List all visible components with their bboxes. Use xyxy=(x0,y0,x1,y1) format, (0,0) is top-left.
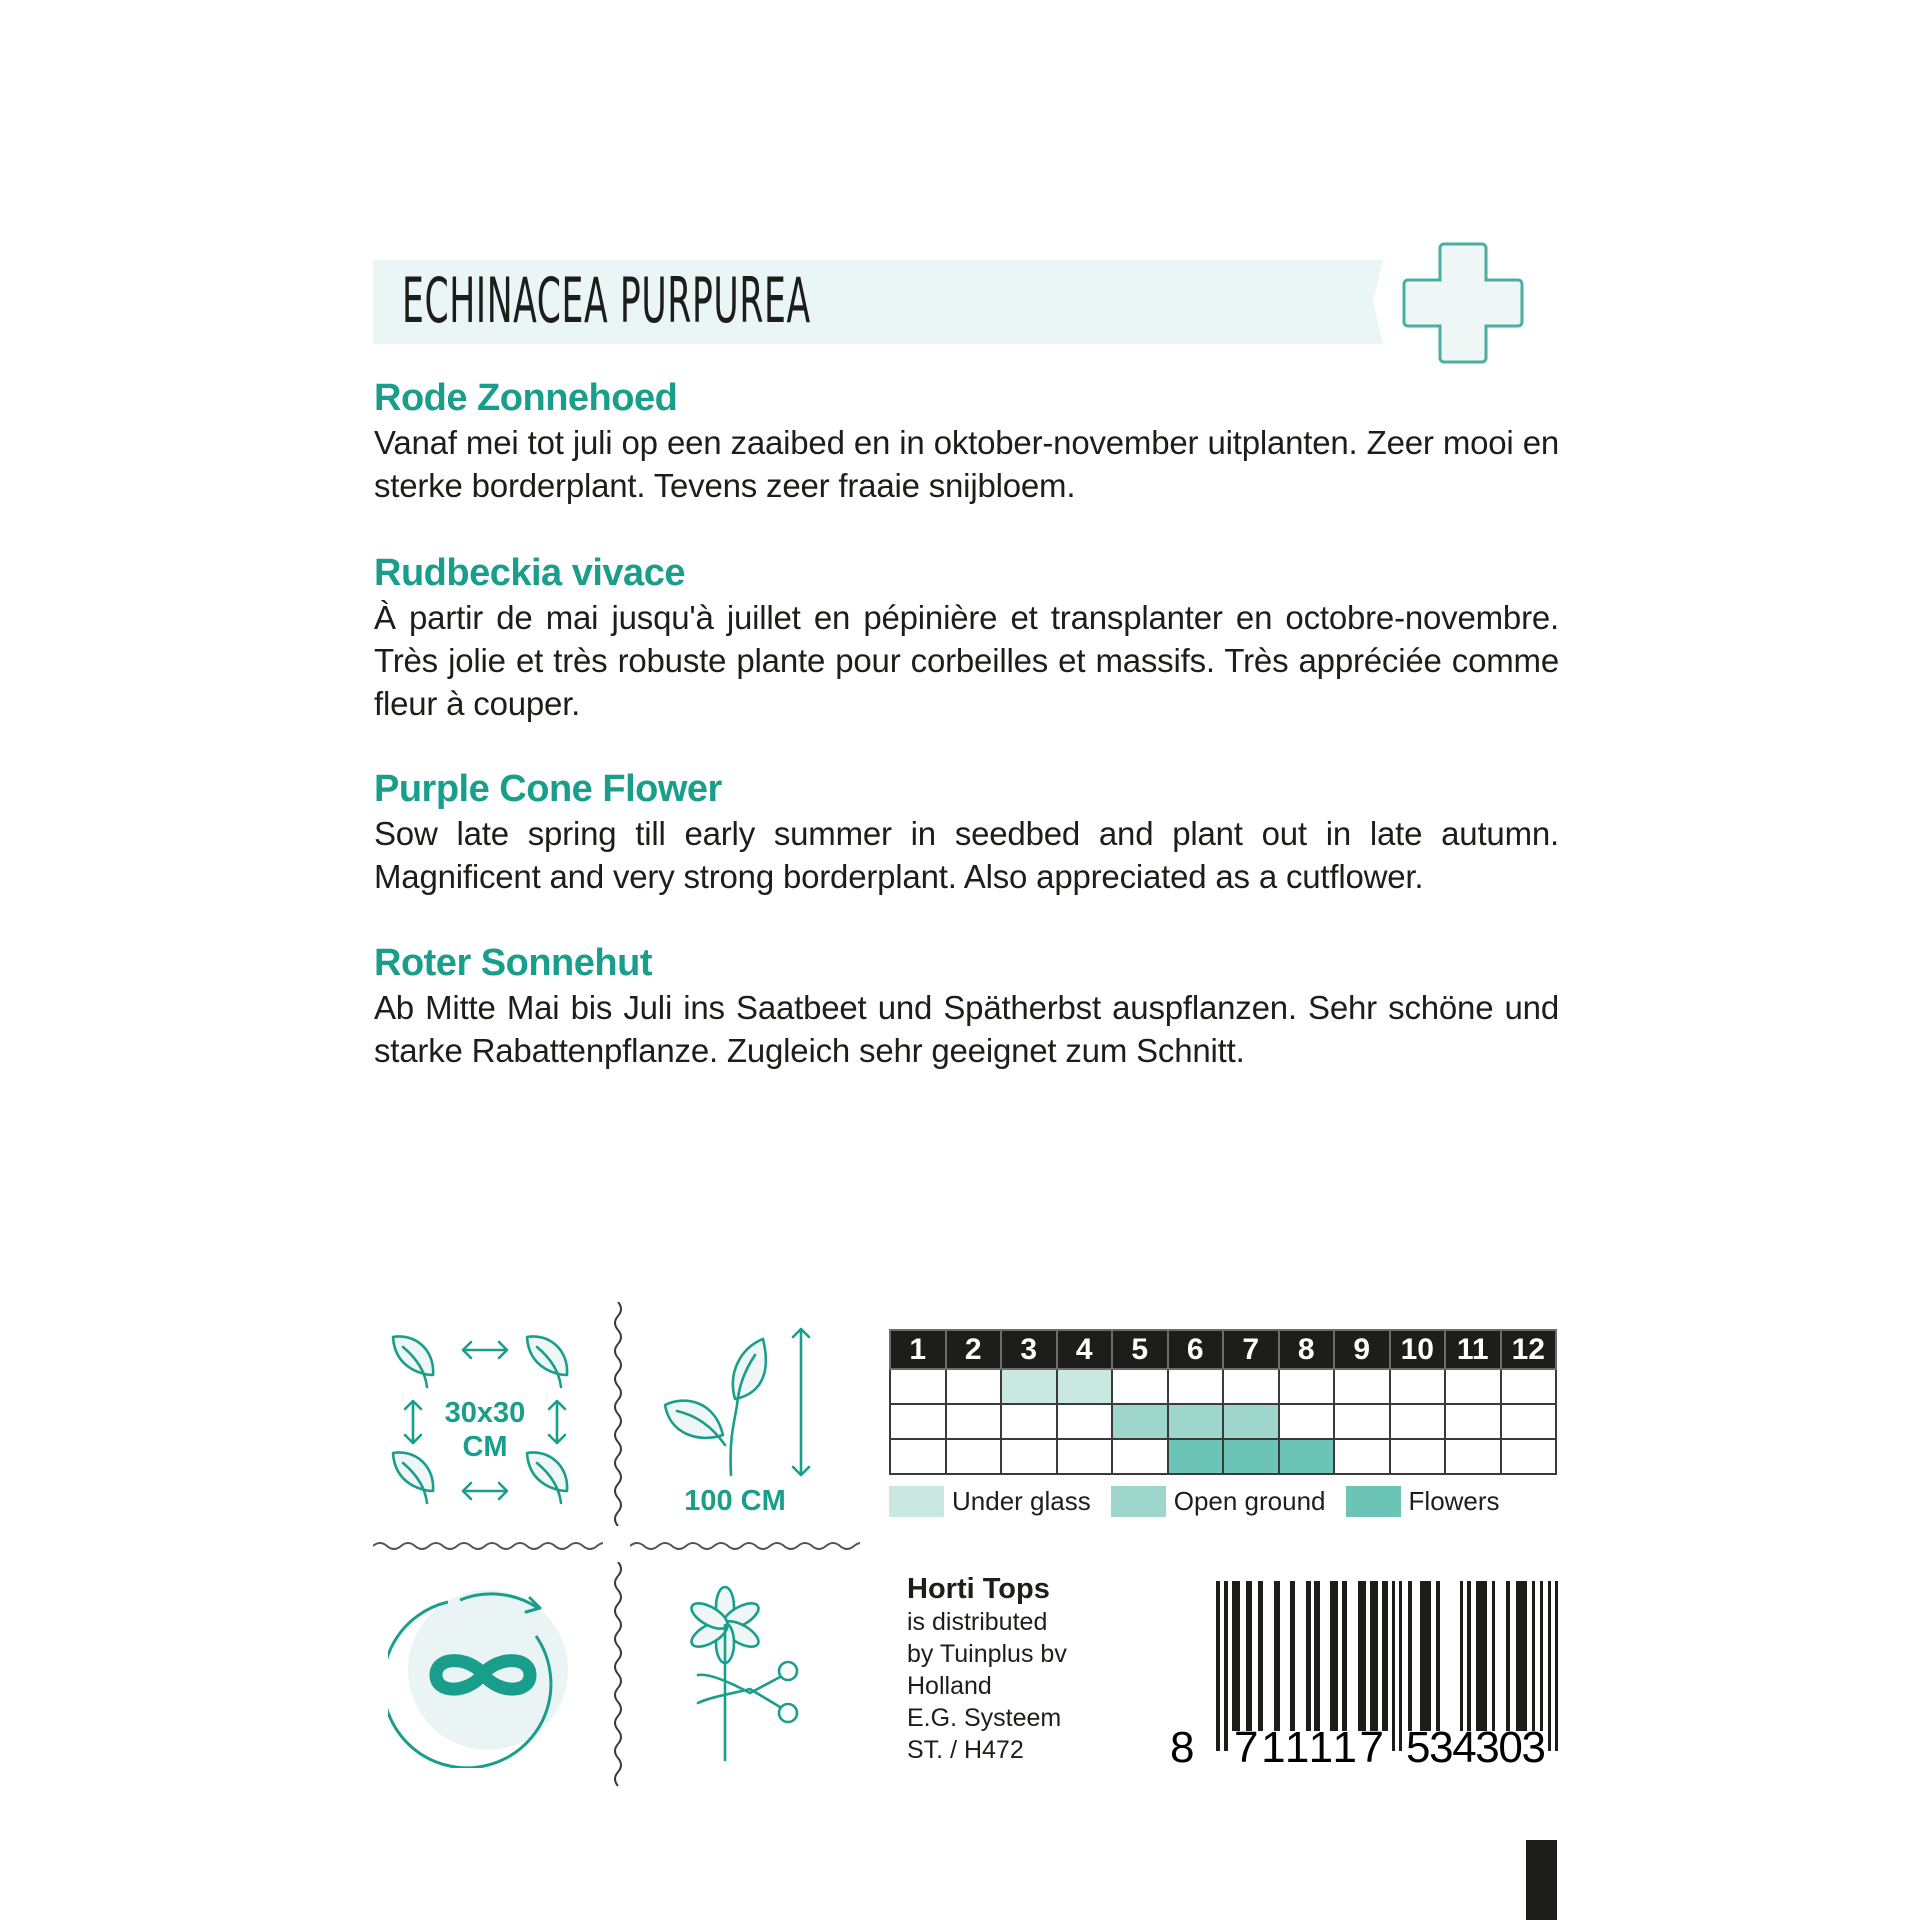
month-header: 11 xyxy=(1445,1330,1501,1369)
distributor-info: Horti Tops is distributed by Tuinplus bv Holland E.G. Systeem ST. / H472 xyxy=(907,1573,1067,1764)
calendar-row-flowers xyxy=(890,1439,1556,1474)
section-title: Purple Cone Flower xyxy=(374,768,722,810)
brand-name: Horti Tops xyxy=(907,1573,1050,1605)
month-header: 1 xyxy=(890,1330,946,1369)
calendar-cell-under-glass xyxy=(1057,1369,1113,1404)
section-text: À partir de mai jusqu'à juillet en pépinière et transplanter en octobre-novembre. Très jolie et très robuste plante pour corbeilles et massifs. Très appréciée comme fleur à couper. xyxy=(374,599,1559,722)
section-text: Ab Mitte Mai bis Juli ins Saatbeet und Spätherbst auspflanzen. Sehr schöne und starke Rabattenpflanze. Zugleich sehr geeignet zum Schnitt. xyxy=(374,989,1559,1069)
calendar-row-under-glass xyxy=(890,1369,1556,1404)
vertical-divider xyxy=(608,1302,628,1526)
section-text: Vanaf mei tot juli op een zaaibed en in oktober-november uitplanten. Zeer mooi en sterke borderplant. Tevens zeer fraaie snijbloem. xyxy=(374,424,1559,504)
barcode-digit-first: 8 xyxy=(1170,1723,1195,1766)
month-header: 10 xyxy=(1390,1330,1446,1369)
section-dutch xyxy=(374,375,1559,507)
month-header: 5 xyxy=(1112,1330,1168,1369)
calendar-cell-open-ground xyxy=(1223,1404,1279,1439)
calendar-cell-open-ground xyxy=(1112,1404,1168,1439)
calendar-legend xyxy=(889,1486,1520,1517)
flower-scissors-icon xyxy=(680,1585,810,1765)
horizontal-divider xyxy=(630,1538,860,1554)
barcode-digits-right: 534303 xyxy=(1406,1723,1546,1766)
calendar-cell-flowers xyxy=(1223,1439,1279,1474)
edge-marker-bar xyxy=(1526,1840,1557,1920)
month-header: 2 xyxy=(946,1330,1002,1369)
section-text: Sow late spring till early summer in seedbed and plant out in late autumn. Magnificent and very strong borderplant. Also appreciated as a cutflower. xyxy=(374,815,1559,895)
horizontal-divider xyxy=(373,1538,603,1554)
month-header: 6 xyxy=(1168,1330,1224,1369)
height-label: 100 CM xyxy=(684,1485,786,1517)
barcode-digits-left: 711117 xyxy=(1234,1723,1384,1766)
calendar-cell-flowers xyxy=(1279,1439,1335,1474)
legend-under-glass: Under glass xyxy=(889,1486,1091,1517)
legend-swatch xyxy=(1346,1486,1401,1517)
month-header: 3 xyxy=(1001,1330,1057,1369)
calendar-header-row xyxy=(890,1330,1556,1369)
month-header: 9 xyxy=(1334,1330,1390,1369)
legend-swatch xyxy=(1111,1486,1166,1517)
plant-height-icon xyxy=(655,1325,825,1485)
calendar-row-open-ground xyxy=(890,1404,1556,1439)
section-english xyxy=(374,766,1559,898)
month-header: 4 xyxy=(1057,1330,1113,1369)
section-french xyxy=(374,550,1559,725)
medical-plus-icon xyxy=(1400,240,1526,366)
section-title: Rode Zonnehoed xyxy=(374,377,678,419)
ean13-barcode xyxy=(1170,1576,1560,1766)
sowing-calendar xyxy=(889,1329,1557,1475)
legend-open-ground: Open ground xyxy=(1111,1486,1326,1517)
latin-name-title: ECHINACEA PURPUREA xyxy=(402,264,811,337)
calendar-cell-under-glass xyxy=(1001,1369,1057,1404)
legend-flowers: Flowers xyxy=(1346,1486,1500,1517)
legend-swatch xyxy=(889,1486,944,1517)
vertical-divider xyxy=(608,1562,628,1790)
spacing-label: 30x30 CM xyxy=(444,1397,526,1463)
calendar-cell-open-ground xyxy=(1168,1404,1224,1439)
section-title: Rudbeckia vivace xyxy=(374,552,685,594)
month-header: 7 xyxy=(1223,1330,1279,1369)
month-header: 8 xyxy=(1279,1330,1335,1369)
month-header: 12 xyxy=(1501,1330,1557,1369)
section-title: Roter Sonnehut xyxy=(374,942,652,984)
section-german xyxy=(374,940,1559,1072)
calendar-cell-flowers xyxy=(1168,1439,1224,1474)
infinity-cycle-icon xyxy=(388,1578,578,1768)
